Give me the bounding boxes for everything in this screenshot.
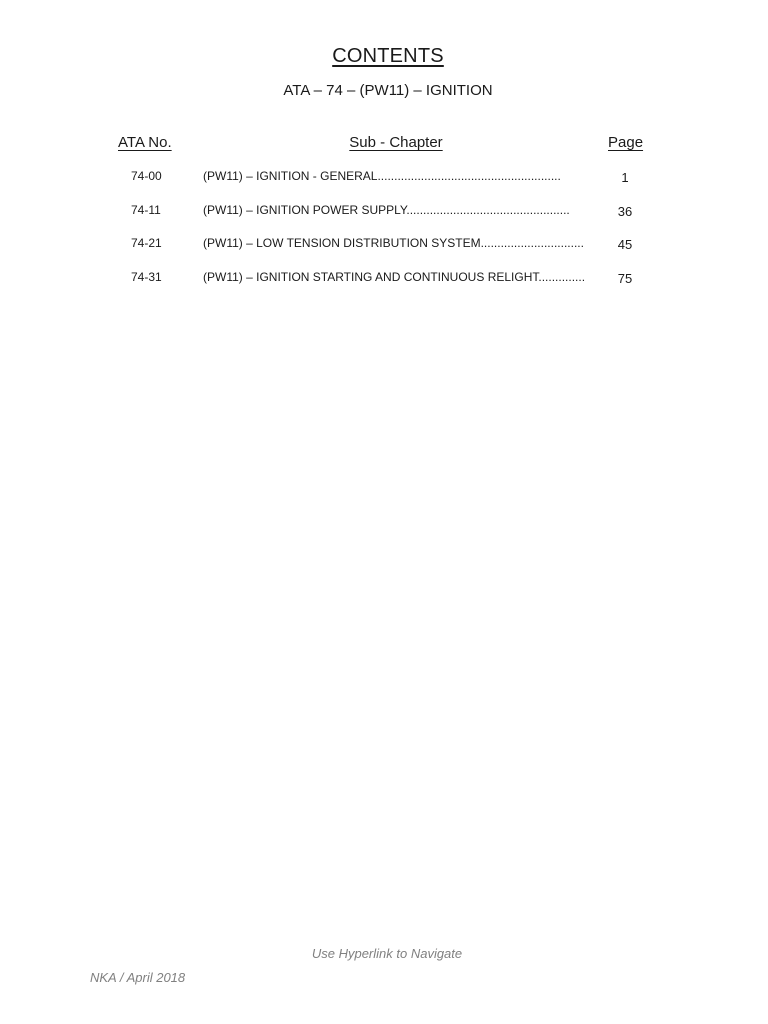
dot-leader: ...............................: [480, 236, 584, 250]
page-number: 1: [621, 170, 629, 185]
page-number: 45: [617, 237, 633, 252]
toc-row-74-11: [0, 203, 768, 223]
dot-leader: ..............: [538, 270, 586, 284]
toc-row-74-31: [0, 270, 768, 290]
toc-link-ignition-power-supply[interactable]: [203, 203, 587, 217]
ata-number: 74-11: [131, 203, 161, 217]
sub-chapter-title: (PW11) – IGNITION STARTING AND CONTINUOUS RELIGHT: [203, 270, 539, 284]
navigation-note: Use Hyperlink to Navigate: [311, 946, 463, 961]
footer-author-date: NKA / April 2018: [90, 970, 186, 985]
toc-row-74-21: [0, 236, 768, 256]
ata-number: 74-21: [131, 236, 162, 250]
toc-link-low-tension-distribution[interactable]: [203, 236, 587, 250]
dot-leader: .......................................................: [377, 169, 561, 183]
column-header-page: Page: [608, 134, 644, 151]
page-subtitle: ATA – 74 – (PW11) – IGNITION: [283, 82, 493, 99]
ata-number: 74-00: [131, 169, 162, 183]
sub-chapter-title: (PW11) – IGNITION - GENERAL: [203, 169, 378, 183]
page-number: 75: [617, 271, 633, 286]
toc-link-ignition-starting-relight[interactable]: [203, 270, 587, 284]
toc-link-ignition-general[interactable]: [203, 169, 587, 183]
toc-row-74-00: [0, 169, 768, 189]
page-number: 36: [617, 204, 633, 219]
column-header-ata-no: ATA No.: [118, 134, 172, 151]
ata-number: 74-31: [131, 270, 162, 284]
sub-chapter-title: (PW11) – LOW TENSION DISTRIBUTION SYSTEM: [203, 236, 481, 250]
page-title: CONTENTS: [332, 45, 444, 67]
column-header-sub-chapter: Sub - Chapter: [349, 134, 443, 151]
sub-chapter-title: (PW11) – IGNITION POWER SUPPLY: [203, 203, 407, 217]
dot-leader: .................................................: [406, 203, 570, 217]
